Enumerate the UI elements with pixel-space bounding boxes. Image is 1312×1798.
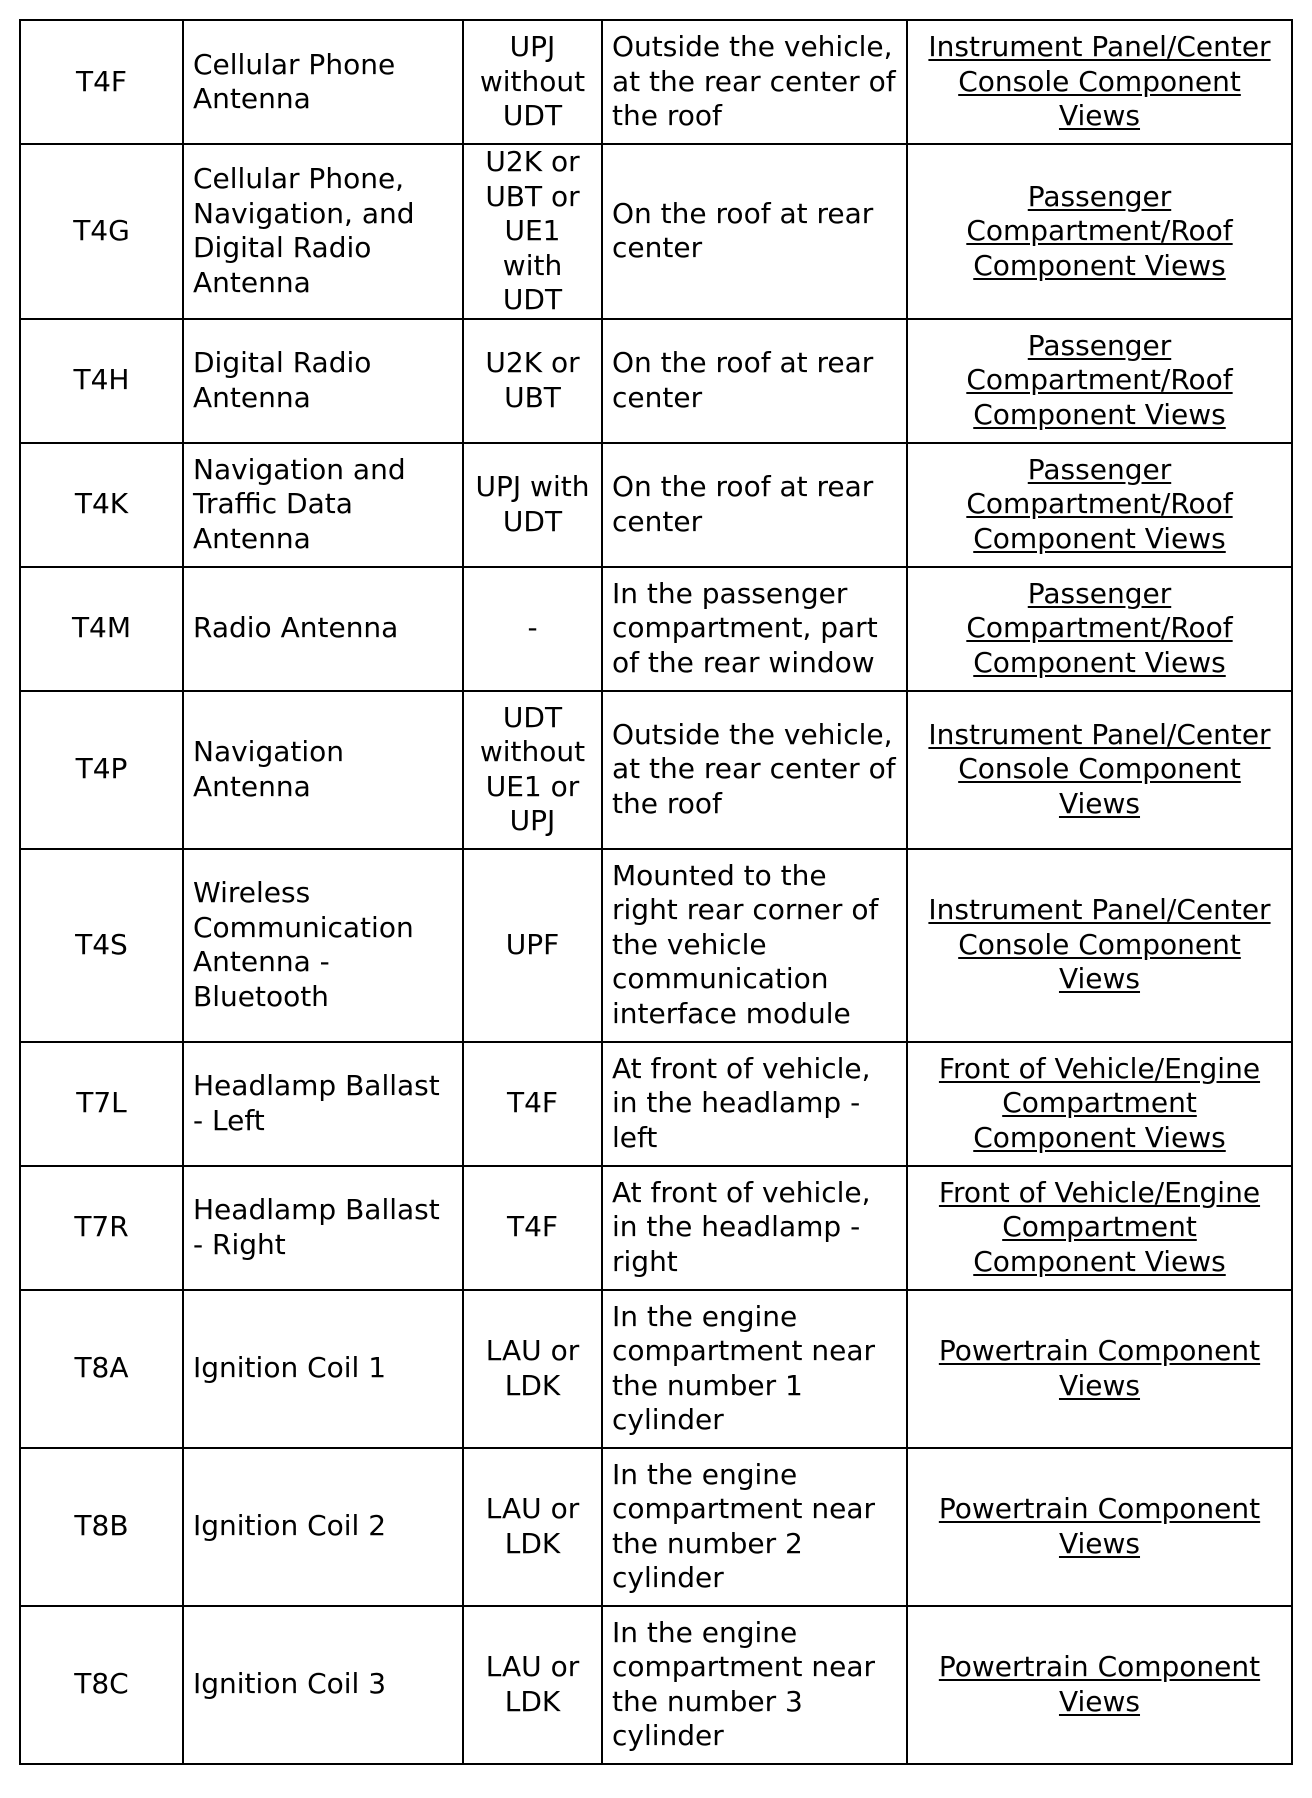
component-id: T7R bbox=[20, 1166, 183, 1290]
view-link-cell bbox=[907, 1290, 1292, 1448]
component-id: T4M bbox=[20, 567, 183, 691]
component-id: T7L bbox=[20, 1042, 183, 1166]
component-location: In the engine compartment near the number 3 cylinder bbox=[602, 1606, 907, 1764]
component-location: In the engine compartment near the number 1 cylinder bbox=[602, 1290, 907, 1448]
view-link-cell bbox=[907, 1042, 1292, 1166]
component-name: Radio Antenna bbox=[183, 567, 463, 691]
component-location: On the roof at rear center bbox=[602, 144, 907, 319]
view-link-cell bbox=[907, 20, 1292, 144]
component-name: Ignition Coil 2 bbox=[183, 1448, 463, 1606]
component-id: T4P bbox=[20, 691, 183, 849]
view-link-cell bbox=[907, 567, 1292, 691]
component-location: On the roof at rear center bbox=[602, 443, 907, 567]
option-code: UPJ without UDT bbox=[463, 20, 602, 144]
component-name: Ignition Coil 3 bbox=[183, 1606, 463, 1764]
component-location: In the engine compartment near the number 2 cylinder bbox=[602, 1448, 907, 1606]
view-link-cell bbox=[907, 1448, 1292, 1606]
component-name: Digital Radio Antenna bbox=[183, 319, 463, 443]
option-code: LAU or LDK bbox=[463, 1448, 602, 1606]
component-id: T8B bbox=[20, 1448, 183, 1606]
table-row bbox=[20, 691, 1292, 849]
option-code: UPF bbox=[463, 849, 602, 1042]
component-name: Headlamp Ballast - Left bbox=[183, 1042, 463, 1166]
component-name: Navigation and Traffic Data Antenna bbox=[183, 443, 463, 567]
table-row bbox=[20, 1448, 1292, 1606]
option-code: LAU or LDK bbox=[463, 1606, 602, 1764]
view-link[interactable]: Passenger Compartment/Roof Component Views bbox=[966, 452, 1233, 555]
component-id: T4K bbox=[20, 443, 183, 567]
table-row bbox=[20, 319, 1292, 443]
option-code: - bbox=[463, 567, 602, 691]
view-link-cell bbox=[907, 1166, 1292, 1290]
table-row bbox=[20, 849, 1292, 1042]
component-id: T4S bbox=[20, 849, 183, 1042]
table-row bbox=[20, 1042, 1292, 1166]
component-id: T4H bbox=[20, 319, 183, 443]
view-link[interactable]: Powertrain Component Views bbox=[938, 1650, 1261, 1718]
option-code: LAU or LDK bbox=[463, 1290, 602, 1448]
component-name: Headlamp Ballast - Right bbox=[183, 1166, 463, 1290]
option-code: UPJ with UDT bbox=[463, 443, 602, 567]
table-row bbox=[20, 1606, 1292, 1764]
table-row bbox=[20, 1166, 1292, 1290]
view-link-cell bbox=[907, 691, 1292, 849]
table-row bbox=[20, 1290, 1292, 1448]
component-location: Mounted to the right rear corner of the vehicle communication interface module bbox=[602, 849, 907, 1042]
view-link-cell bbox=[907, 849, 1292, 1042]
component-name: Navigation Antenna bbox=[183, 691, 463, 849]
component-name: Wireless Communication Antenna - Bluetooth bbox=[183, 849, 463, 1042]
option-code: T4F bbox=[463, 1166, 602, 1290]
component-location: At front of vehicle, in the headlamp - left bbox=[602, 1042, 907, 1166]
view-link[interactable]: Instrument Panel/Center Console Component Views bbox=[928, 893, 1271, 996]
component-location: Outside the vehicle, at the rear center of the roof bbox=[602, 20, 907, 144]
component-location: At front of vehicle, in the headlamp - right bbox=[602, 1166, 907, 1290]
table-row bbox=[20, 567, 1292, 691]
view-link[interactable]: Powertrain Component Views bbox=[938, 1492, 1261, 1560]
component-name: Cellular Phone Antenna bbox=[183, 20, 463, 144]
table-row bbox=[20, 20, 1292, 144]
view-link-cell bbox=[907, 1606, 1292, 1764]
component-id: T8A bbox=[20, 1290, 183, 1448]
view-link-cell bbox=[907, 144, 1292, 319]
table-row bbox=[20, 144, 1292, 319]
option-code: U2K or UBT bbox=[463, 319, 602, 443]
component-name: Ignition Coil 1 bbox=[183, 1290, 463, 1448]
view-link[interactable]: Front of Vehicle/Engine Compartment Component Views bbox=[938, 1051, 1261, 1154]
option-code: U2K or UBT or UE1 with UDT bbox=[463, 144, 602, 319]
view-link[interactable]: Instrument Panel/Center Console Component Views bbox=[928, 30, 1271, 133]
view-link[interactable]: Powertrain Component Views bbox=[938, 1334, 1261, 1402]
component-locator-table bbox=[19, 19, 1293, 1765]
component-id: T4F bbox=[20, 20, 183, 144]
view-link[interactable]: Passenger Compartment/Roof Component Views bbox=[966, 328, 1233, 431]
component-location: On the roof at rear center bbox=[602, 319, 907, 443]
component-location: In the passenger compartment, part of the rear window bbox=[602, 567, 907, 691]
option-code: UDT without UE1 or UPJ bbox=[463, 691, 602, 849]
view-link[interactable]: Passenger Compartment/Roof Component Views bbox=[966, 576, 1233, 679]
component-name: Cellular Phone, Navigation, and Digital Radio Antenna bbox=[183, 144, 463, 319]
view-link[interactable]: Front of Vehicle/Engine Compartment Component Views bbox=[938, 1175, 1261, 1278]
view-link-cell bbox=[907, 443, 1292, 567]
view-link[interactable]: Passenger Compartment/Roof Component Views bbox=[966, 179, 1233, 282]
component-id: T8C bbox=[20, 1606, 183, 1764]
view-link-cell bbox=[907, 319, 1292, 443]
view-link[interactable]: Instrument Panel/Center Console Component Views bbox=[928, 717, 1271, 820]
component-location: Outside the vehicle, at the rear center of the roof bbox=[602, 691, 907, 849]
option-code: T4F bbox=[463, 1042, 602, 1166]
table-row bbox=[20, 443, 1292, 567]
component-id: T4G bbox=[20, 144, 183, 319]
